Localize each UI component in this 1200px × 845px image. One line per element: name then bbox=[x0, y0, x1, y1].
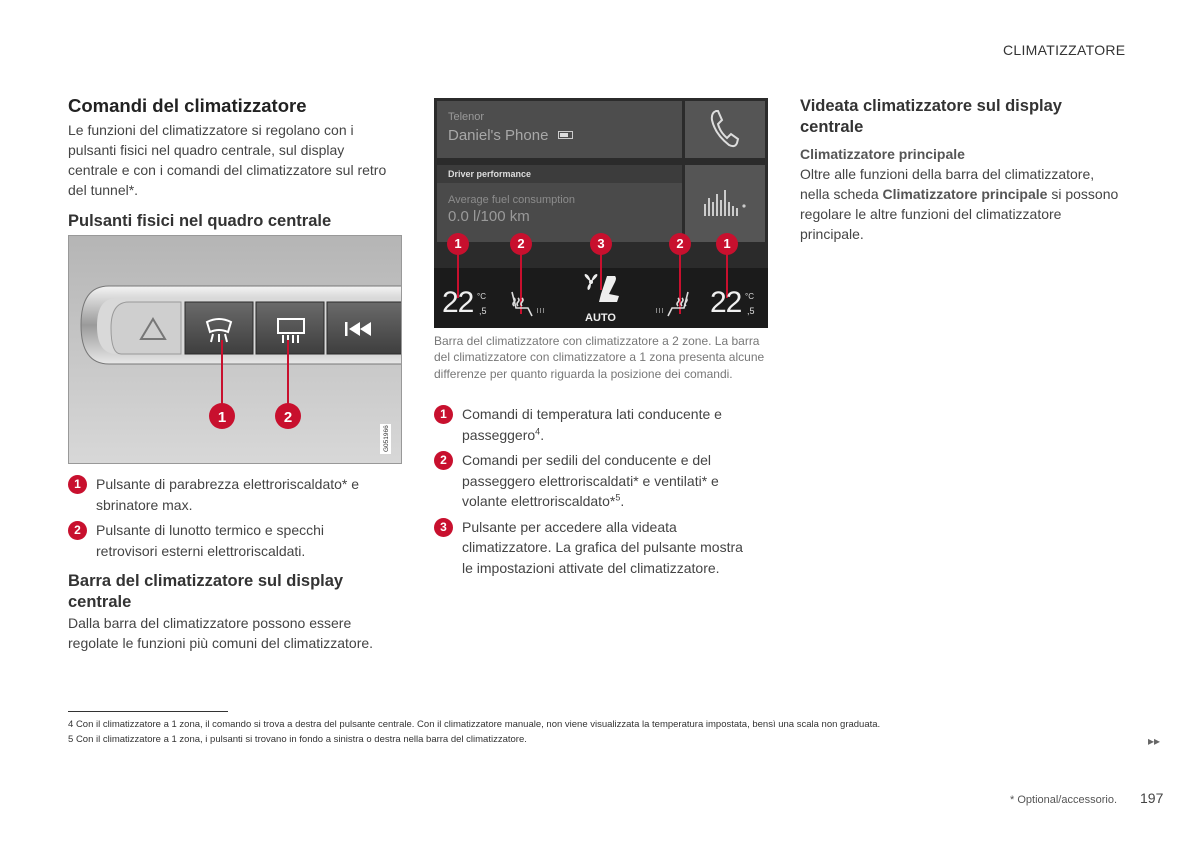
callout-marker-2: 2 bbox=[669, 233, 691, 255]
callout-number: 1 bbox=[68, 475, 87, 494]
list-item bbox=[68, 520, 388, 561]
climate-bar-callout-list bbox=[434, 404, 754, 578]
callout-marker-2: 2 bbox=[510, 233, 532, 255]
auto-label: AUTO bbox=[585, 312, 616, 324]
phone-name: Daniel's Phone bbox=[448, 127, 549, 144]
center-console-illustration bbox=[69, 236, 402, 464]
next-page-arrows-icon: ▸▸ bbox=[1148, 734, 1161, 748]
list-item bbox=[68, 474, 388, 515]
intro-paragraph: Le funzioni del climatizzatore si regolano con i pulsanti fisici nel quadro centrale, sul display centrale e con i comandi del climatizzatore sul retro del tunnel*. bbox=[68, 122, 387, 198]
callout-marker-3: 3 bbox=[590, 233, 612, 255]
callout-marker-1: 1 bbox=[447, 233, 469, 255]
heated-seat-right-icon[interactable] bbox=[654, 290, 694, 320]
callout-number: 2 bbox=[434, 451, 453, 470]
paragraph-text: Oltre alle funzioni della barra del climatizzatore, nella scheda bbox=[800, 166, 1095, 202]
callout-marker-1: 1 bbox=[716, 233, 738, 255]
paragraph-text: si possono regolare le altre funzioni del climatizzatore principale. bbox=[800, 186, 1119, 242]
footnote-text: Con il climatizzatore a 1 zona, i pulsanti si trovano in fondo a sinistra o destra nella barra del climatizzatore. bbox=[75, 734, 527, 745]
bar-graph-icon bbox=[704, 190, 748, 216]
figure-caption: Barra del climatizzatore con climatizzatore a 2 zone. La barra del climatizzatore con climatizzatore a 1 zona presenta alcune differenze per quanto riguarda la posizione dei comandi. bbox=[434, 334, 765, 381]
temperature-left[interactable]: 22 bbox=[442, 286, 474, 319]
footnote-5 bbox=[68, 734, 1068, 745]
callout-number: 3 bbox=[434, 518, 453, 537]
temperature-right-decimal: ,5 bbox=[747, 306, 755, 316]
driver-performance-label: Driver performance bbox=[448, 169, 532, 179]
footnote-4 bbox=[68, 719, 1068, 730]
callout-text: Pulsante per accedere alla videata climatizzatore. La grafica del pulsante mostra le impostazioni attivate del climatizzatore. bbox=[462, 518, 743, 576]
callout-marker-1-label: 1 bbox=[217, 409, 227, 426]
callout-text: Pulsante di lunotto termico e specchi retrovisori esterni elettroriscaldati. bbox=[96, 522, 325, 559]
callout-number: 2 bbox=[68, 521, 87, 540]
fuel-value: 0.0 l/100 km bbox=[448, 208, 530, 225]
screen-heading: Videata climatizzatore sul display centrale bbox=[800, 97, 1062, 136]
temperature-right-unit: °C bbox=[745, 292, 754, 301]
bar-paragraph: Dalla barra del climatizzatore possono essere regolate le funzioni più comuni del climatizzatore. bbox=[68, 615, 374, 651]
console-callout-list bbox=[68, 474, 388, 561]
callout-text: Comandi di temperatura lati conducente e passeggero bbox=[462, 406, 722, 443]
callout-number: 1 bbox=[434, 405, 453, 424]
callout-text-end: . bbox=[620, 493, 625, 509]
center-console-figure bbox=[68, 235, 402, 464]
footnote-ref: 5 bbox=[615, 492, 621, 503]
bar-heading: Barra del climatizzatore sul display centrale bbox=[68, 572, 344, 611]
footnote-ref: 4 bbox=[535, 425, 541, 436]
tab-name: Climatizzatore principale bbox=[882, 186, 1048, 202]
figure-code: G051966 bbox=[383, 425, 390, 452]
footnote-divider bbox=[68, 711, 228, 712]
subheading: Climatizzatore principale bbox=[800, 146, 965, 162]
heated-seat-left-icon[interactable] bbox=[506, 290, 546, 320]
temperature-left-unit: °C bbox=[477, 292, 486, 301]
buttons-heading: Pulsanti fisici nel quadro centrale bbox=[68, 212, 332, 230]
footnote-number: 4 bbox=[68, 719, 74, 730]
callout-text-end: . bbox=[540, 426, 545, 443]
list-item bbox=[434, 404, 754, 445]
climate-bar-screen-figure bbox=[434, 98, 768, 328]
optional-note: * Optional/accessorio. bbox=[1010, 794, 1117, 806]
footnote-text: Con il climatizzatore a 1 zona, il comando si trova a destra del pulsante centrale. Con il climatizzatore manuale, non viene visualizzata la temperatura impostata, bensì una scala non graduata. bbox=[75, 719, 881, 730]
main-climate-paragraph bbox=[800, 164, 1125, 244]
section-title: CLIMATIZZATORE bbox=[1003, 42, 1126, 58]
page-number: 197 bbox=[1140, 790, 1164, 806]
temperature-right[interactable]: 22 bbox=[710, 286, 742, 319]
callout-text: Pulsante di parabrezza elettroriscaldato* e sbrinatore max. bbox=[96, 476, 360, 513]
callout-marker-2-label: 2 bbox=[283, 409, 293, 426]
fuel-label: Average fuel consumption bbox=[448, 194, 575, 206]
carrier-label: Telenor bbox=[448, 111, 485, 123]
battery-icon bbox=[558, 131, 573, 139]
phone-icon bbox=[708, 108, 740, 150]
climate-fan-seat-icon[interactable] bbox=[579, 272, 625, 312]
callout-text: Comandi per sedili del conducente e del passeggero elettroriscaldati* e ventilati* e volante elettroriscaldato* bbox=[462, 452, 719, 509]
footnote-number: 5 bbox=[68, 734, 74, 745]
page-title: Comandi del climatizzatore bbox=[68, 95, 307, 116]
list-item bbox=[434, 517, 754, 579]
temperature-left-decimal: ,5 bbox=[479, 306, 487, 316]
list-item bbox=[434, 450, 754, 512]
